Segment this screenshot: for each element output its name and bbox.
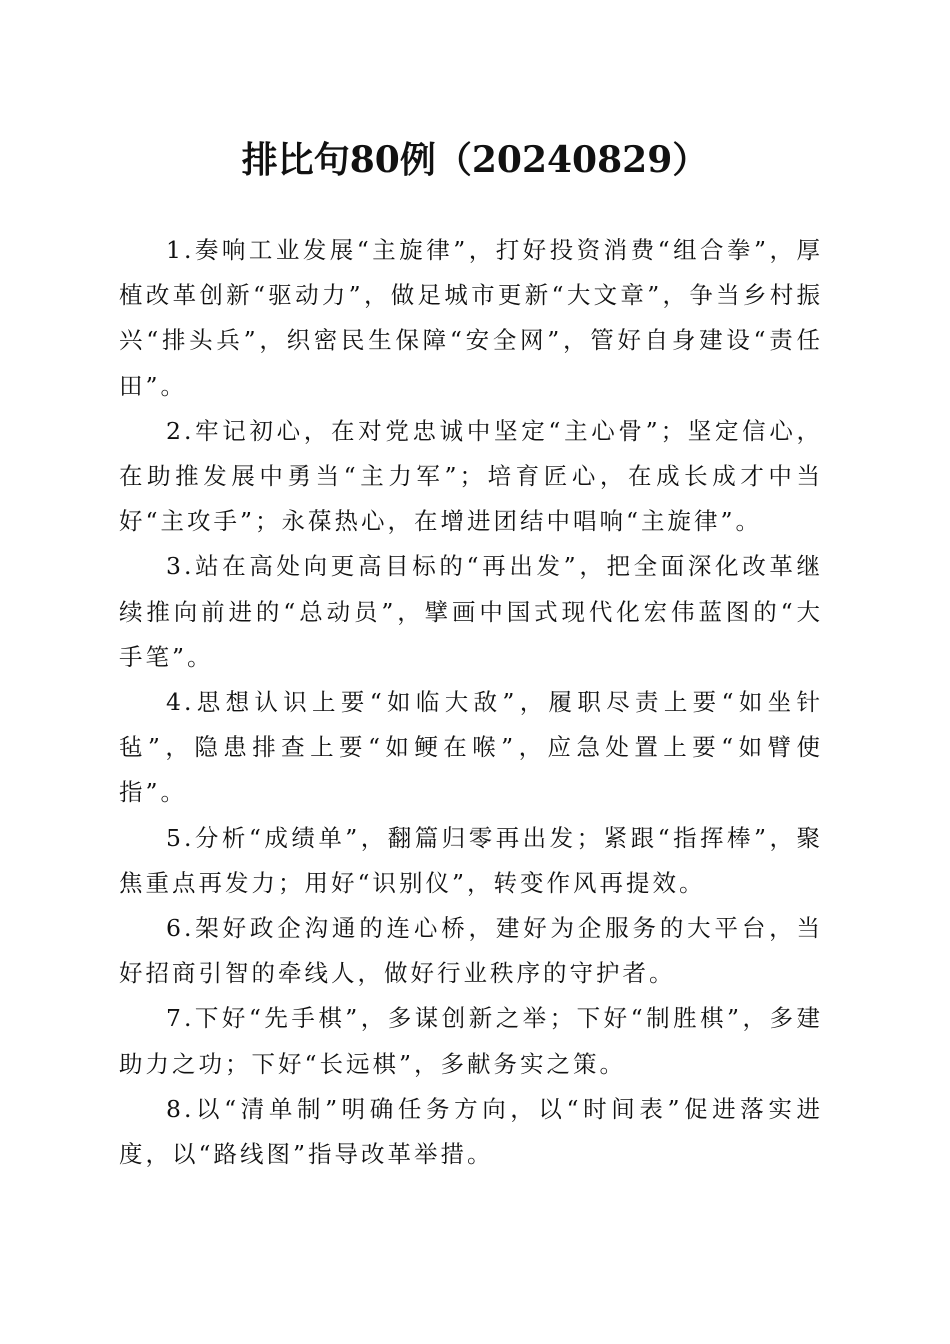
paragraph-6: 6.架好政企沟通的连心桥，建好为企服务的大平台，当好招商引智的牵线人，做好行业秩序的守护者。 bbox=[119, 914, 823, 988]
paragraph-5: 5.分析“成绩单”，翻篇归零再出发；紧跟“指挥棒”，聚焦重点再发力；用好“识别仪”，转变作风再提效。 bbox=[119, 823, 823, 897]
paragraph-1: 1.奏响工业发展“主旋律”，打好投资消费“组合拳”，厚植改革创新“驱动力”，做足城市更新“大文章”，争当乡村振兴“排头兵”，织密民生保障“安全网”，管好自身建设“责任田”。 bbox=[119, 236, 823, 400]
paragraph-4: 4.思想认识上要“如临大敌”，履职尽责上要“如坐针毡”，隐患排查上要“如鲠在喉”，应急处置上要“如臂使指”。 bbox=[119, 688, 823, 807]
paragraph-3: 3.站在高处向更高目标的“再出发”，把全面深化改革继续推向前进的“总动员”，擘画中国式现代化宏伟蓝图的“大手笔”。 bbox=[119, 552, 823, 671]
paragraph-8: 8.以“清单制”明确任务方向，以“时间表”促进落实进度，以“路线图”指导改革举措。 bbox=[119, 1094, 823, 1169]
paragraph-2: 2.牢记初心，在对党忠诚中坚定“主心骨”；坚定信心，在助推发展中勇当“主力军”；培育匠心，在成长成才中当好“主攻手”；永葆热心，在增进团结中唱响“主旋律”。 bbox=[119, 416, 823, 536]
document-title: 排比句80例（20240829） bbox=[241, 139, 709, 181]
paragraph-7: 7.下好“先手棋”，多谋创新之举；下好“制胜棋”，多建助力之功；下好“长远棋”，多献务实之策。 bbox=[119, 1004, 823, 1078]
document-body bbox=[119, 228, 823, 1177]
